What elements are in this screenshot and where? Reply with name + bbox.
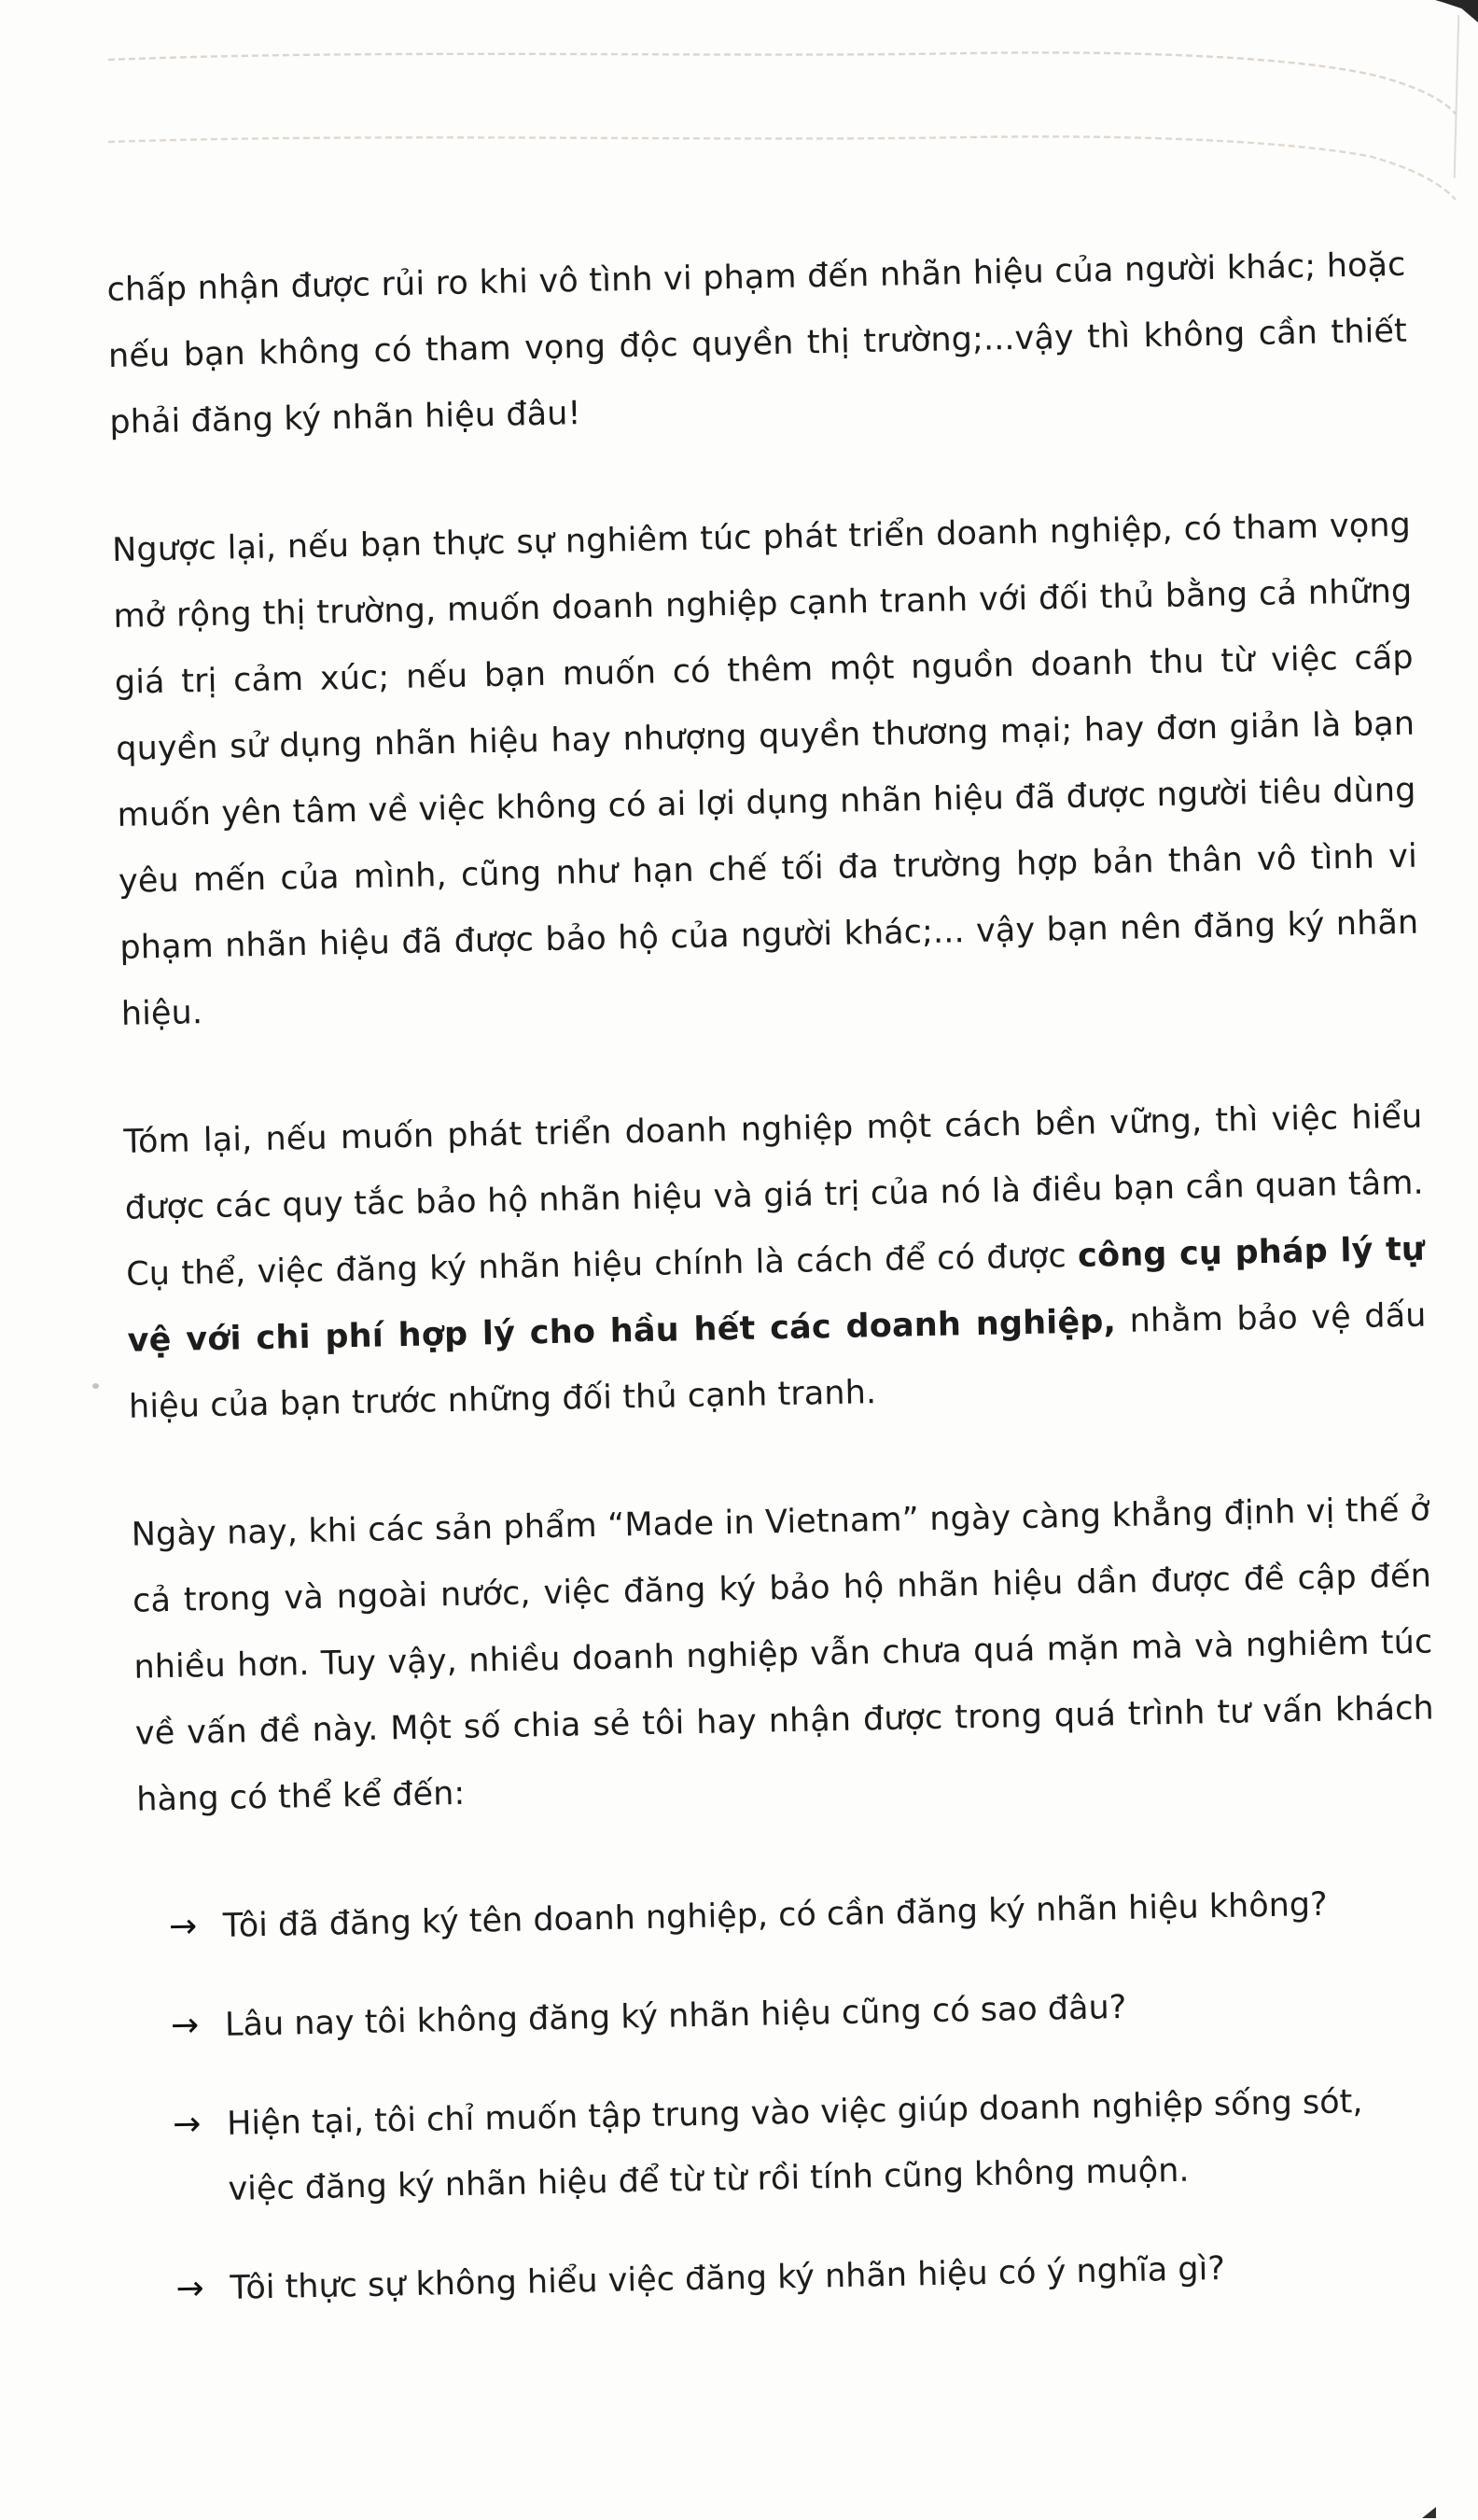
list-item-text: Lâu nay tôi không đăng ký nhãn hiệu cũng có sao đâu? <box>224 1988 1127 2044</box>
arrow-bullet-icon: → <box>168 1907 198 1947</box>
arrow-bullet-icon: → <box>170 2006 200 2046</box>
arrow-bullet-icon: → <box>175 2269 205 2308</box>
list-item <box>140 1968 1440 2059</box>
arrow-bullet-icon: → <box>172 2105 202 2144</box>
list-item-text: Hiện tại, tôi chỉ muốn tập trung vào việc giúp doanh nghiệp sống sót, việc đăng ký nhãn hiệu để từ từ rồi tính cũng không muộn. <box>226 2083 1363 2208</box>
page-edge-line <box>1454 15 1460 178</box>
list-item <box>138 1869 1438 1960</box>
list-item <box>142 2067 1443 2223</box>
paragraph-4: Ngày nay, khi các sản phẩm “Made in Vietnam” ngày càng khẳng định vị thế ở cả trong và ngoài nước, việc đăng ký bảo hộ nhãn hiệu dần được đề cập đến nhiều hơn. Tuy vậy, nhiều doanh nghiệp vẫn chưa quá mặn mà và nghiêm túc về vấn đề này. Một số chia sẻ tôi hay nhận được trong quá trình tư vấn khách hàng có thể kể đến: <box>131 1491 1435 1819</box>
paragraph-2: Ngược lại, nếu bạn thực sự nghiêm túc phát triển doanh nghiệp, có tham vọng mở rộng thị trường, muốn doanh nghiệp cạnh tranh với đối thủ bằng cả những giá trị cảm xúc; nếu bạn muốn có thêm một nguồn doanh thu từ việc cấp quyền sử dụng nhãn hiệu hay nhượng quyền thương mại; hay đơn giản là bạn muốn yên tâm về việc không có ai lợi dụng nhãn hiệu đã được người tiêu dùng yêu mến của mình, cũng như hạn chế tối đa trường hợp bản thân vô tình vi phạm nhãn hiệu đã được bảo hộ của người khác;... vậy bạn nên đăng ký nhãn hiệu. <box>111 506 1419 1033</box>
bleedthrough-line-2 <box>108 136 1456 200</box>
paragraph-3 <box>123 1085 1429 1441</box>
paragraph-3-text: Tóm lại, nếu muốn phát triển doanh nghiệp một cách bền vững, thì việc hiểu được các quy tắc bảo hộ nhãn hiệu và giá trị của nó là điều bạn cần quan tâm. Cụ thể, việc đăng ký nhãn hiệu chính là cách để có được <box>123 1098 1425 1294</box>
paragraph-3-text-end: nhằm bảo vệ dấu hiệu của bạn trước những đối thủ cạnh tranh. <box>128 1296 1427 1426</box>
bullet-list <box>138 1869 1445 2322</box>
bottom-corner-speck <box>1422 2507 1436 2518</box>
bleedthrough-lines <box>0 0 1478 243</box>
bleedthrough-line-1 <box>108 52 1456 114</box>
list-item-text: Tôi đã đăng ký tên doanh nghiệp, có cần đăng ký nhãn hiệu không? <box>222 1885 1329 1945</box>
paragraph-1: chấp nhận được rủi ro khi vô tình vi phạm đến nhãn hiệu của người khác; hoặc nếu bạn không có tham vọng độc quyền thị trường;...vậy thì không cần thiết phải đăng ký nhãn hiệu đâu! <box>106 245 1408 441</box>
list-item <box>146 2232 1445 2322</box>
list-item-text: Tôi thực sự không hiểu việc đăng ký nhãn hiệu có ý nghĩa gì? <box>230 2249 1226 2307</box>
page-text-block <box>106 232 1446 2357</box>
paragraph-3-bold-text: công cụ pháp lý tự vệ với chi phí hợp lý cho hầu hết các doanh nghiệp, <box>127 1230 1426 1360</box>
paper-speck <box>92 1383 99 1389</box>
page-corner-mark <box>1435 0 1478 22</box>
